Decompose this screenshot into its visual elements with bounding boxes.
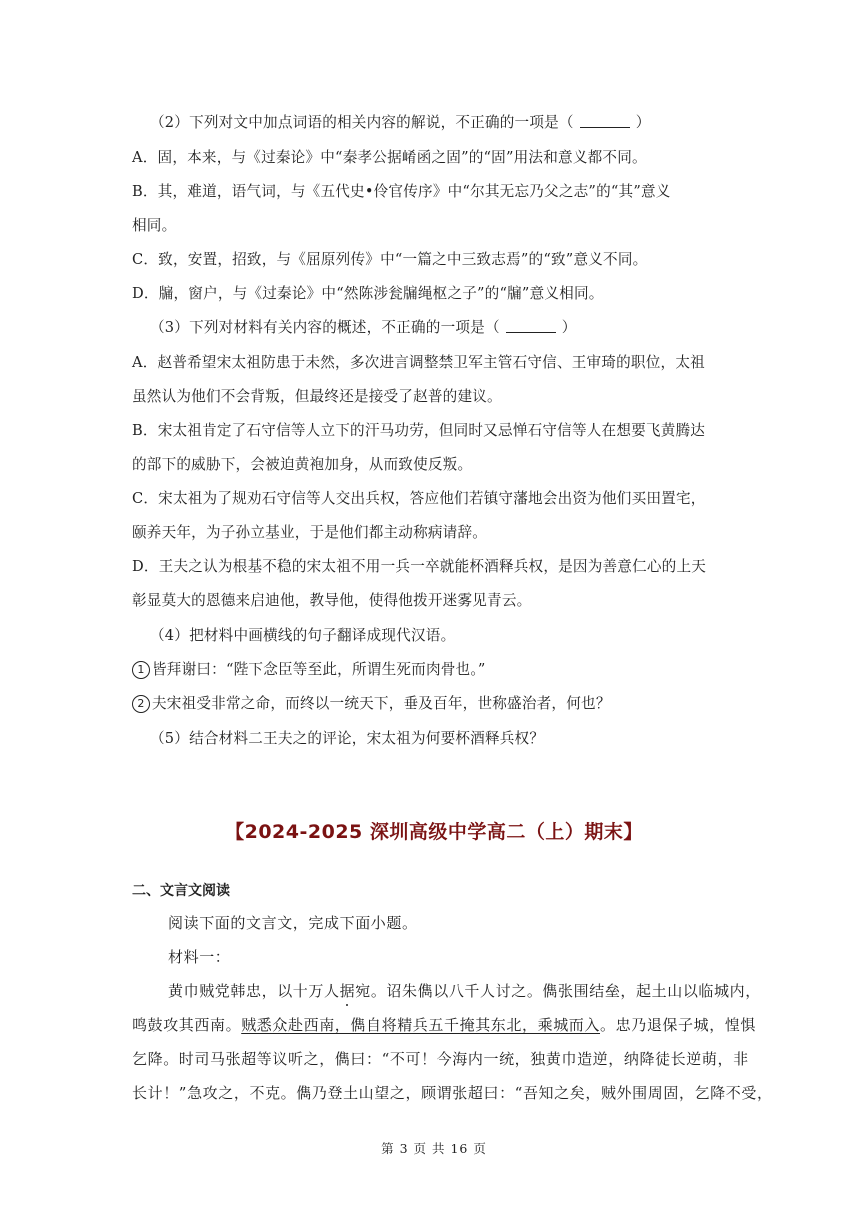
answer-blank[interactable] <box>580 113 630 128</box>
q3-option-b-cont: 的部下的威胁下，会被迫黄袍加身，从而致使反叛。 <box>132 456 473 473</box>
q3-option-b: B．宋太祖肯定了石守信等人立下的汗马功劳，但同时又忌惮石守信等人在想要飞黄腾达 <box>132 422 706 439</box>
passage-line-2: 鸣鼓攻其西南。贼悉众赴西南，儁自将精兵五千掩其东北，乘城而入。忠乃退保子城，惶惧 <box>132 1016 757 1034</box>
passage-line-3: 乞降。时司马张超等议听之，儁曰：“不可！今海内一统，独黄巾造逆，纳降徒长逆萌，非 <box>132 1050 749 1068</box>
exam-heading: 【2024-2025 深圳高级中学高二（上）期末】 <box>225 821 643 843</box>
q3-option-c-cont: 颐养天年，为子孙立基业，于是他们都主动称病请辞。 <box>132 524 488 541</box>
circled-number-2: 2 <box>132 695 150 713</box>
question-5-stem: （5）结合材料二王夫之的评论，宋太祖为何要杯酒释兵权？ <box>150 730 545 747</box>
page-footer: 第 3 页 共 16 页 <box>381 1141 487 1156</box>
circled-number-1: 1 <box>132 661 150 679</box>
reading-intro: 阅读下面的文言文，完成下面小题。 <box>168 914 418 932</box>
question-3-stem: （3）下列对材料有关内容的概述，不正确的一项是（ ） <box>150 319 577 336</box>
q2-option-d: D．牖，窗户，与《过秦论》中“然陈涉瓮牖绳枢之子”的“牖”意义相同。 <box>132 285 604 302</box>
q2-option-b: B．其，难道，语气词，与《五代史•伶官传序》中“尔其无忘乃父之志”的“其”意义 <box>132 183 671 200</box>
answer-blank[interactable] <box>506 318 556 333</box>
q4-item-2: 2 夫宋祖受非常之命，而终以一统天下，垂及百年，世称盛治者，何也？ <box>132 694 742 714</box>
question-2-stem: （2）下列对文中加点词语的相关内容的解说，不正确的一项是（ ） <box>150 114 651 131</box>
q3-option-a: A．赵普希望宋太祖防患于未然，多次进言调整禁卫军主管石守信、王审琦的职位，太祖 <box>132 354 705 371</box>
passage-line-1: 黄巾贼党韩忠，以十万人据宛。诏朱儁以八千人讨之。儁张围结垒，起土山以临城内， <box>168 982 761 1000</box>
question-4-stem: （4）把材料中画横线的句子翻译成现代汉语。 <box>150 627 456 644</box>
q3-option-d: D．王夫之认为根基不稳的宋太祖不用一兵一卒就能杯酒释兵权，是因为善意仁心的上天 <box>132 558 707 575</box>
underlined-sentence: 贼悉众赴西南，儁自将精兵五千掩其东北，乘城而入 <box>241 1016 601 1034</box>
passage-line-4: 长计！”急攻之，不克。儁乃登土山望之，顾谓张超曰：“吾知之矣，贼外围周固，乞降不受， <box>132 1084 773 1102</box>
q3-option-d-cont: 彰显莫大的恩德来启迪他，教导他，使得他拨开迷雾见青云。 <box>132 592 532 609</box>
q2-option-b-cont: 相同。 <box>132 217 177 234</box>
q3-option-c: C．宋太祖为了规劝石守信等人交出兵权，答应他们若镇守藩地会出资为他们买田置宅， <box>132 490 706 507</box>
section-title: 二、文言文阅读 <box>132 883 230 899</box>
q2-option-a: A．固，本来，与《过秦论》中“秦孝公据崤函之固”的“固”用法和意义都不同。 <box>132 149 647 166</box>
emphasis-dot-char: 据 <box>339 982 356 1000</box>
q4-item-1: 1 皆拜谢曰：“陛下念臣等至此，所谓生死而肉骨也。” <box>132 660 742 680</box>
material-label: 材料一： <box>168 948 231 966</box>
q2-option-c: C．致，安置，招致，与《屈原列传》中“一篇之中三致志焉”的“致”意义不同。 <box>132 251 648 268</box>
q3-option-a-cont: 虽然认为他们不会背叛，但最终还是接受了赵普的建议。 <box>132 388 502 405</box>
